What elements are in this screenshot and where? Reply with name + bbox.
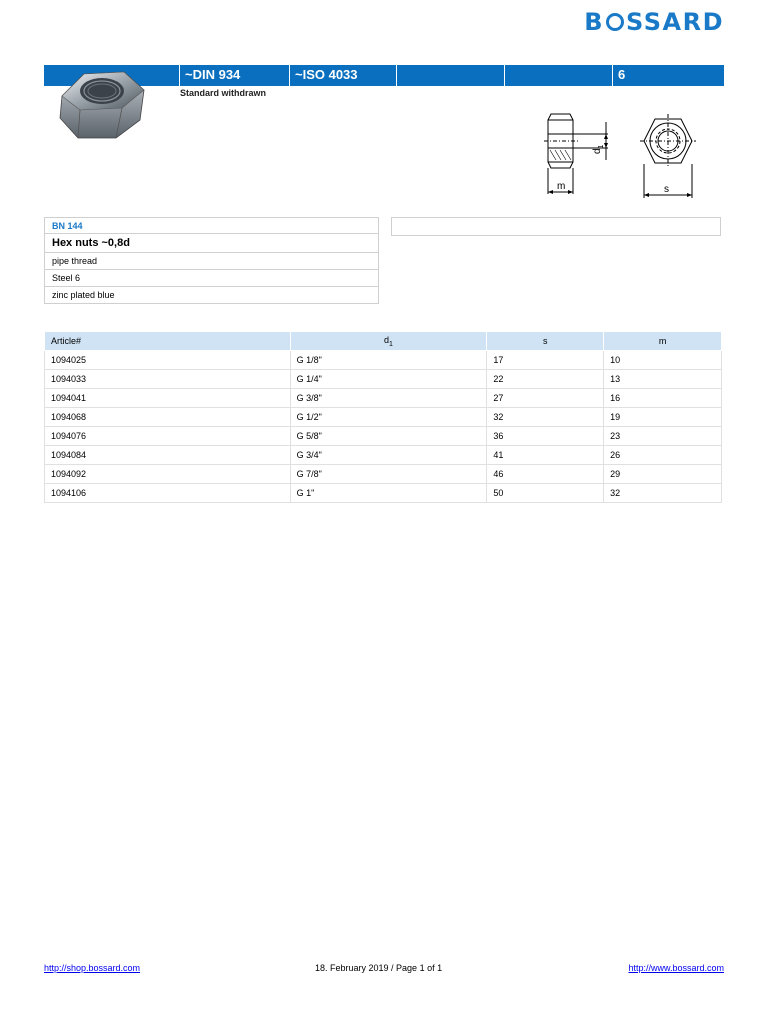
thread-size: G 3/8"	[290, 389, 487, 408]
standard-withdrawn-note: Standard withdrawn	[180, 88, 267, 98]
table-row	[45, 465, 722, 484]
col-header-d1: $d_1$	[290, 332, 487, 351]
din-standard: ~DIN 934	[179, 65, 289, 86]
width-across-flats: 41	[487, 446, 604, 465]
table-row	[45, 370, 722, 389]
hex-nut-photo	[54, 62, 150, 144]
table-row	[45, 351, 722, 370]
table-row	[45, 389, 722, 408]
thread-size: G 1"	[290, 484, 487, 503]
thread-size: G 5/8"	[290, 427, 487, 446]
nut-height: 32	[604, 484, 722, 503]
date-page-info: 18. February 2019 / Page 1 of 1	[315, 963, 443, 973]
width-across-flats: 27	[487, 389, 604, 408]
width-across-flats: 22	[487, 370, 604, 389]
col-header-s: s	[487, 332, 604, 351]
width-across-flats: 36	[487, 427, 604, 446]
nut-height: 13	[604, 370, 722, 389]
nut-height: 16	[604, 389, 722, 408]
bn-number: BN 144	[44, 217, 379, 234]
width-across-flats: 50	[487, 484, 604, 503]
iso-standard: ~ISO 4033	[289, 65, 396, 86]
width-across-flats: 46	[487, 465, 604, 484]
article-number: 1094068	[45, 408, 291, 427]
col-header-m: m	[604, 332, 722, 351]
website-link[interactable]: http://www.bossard.com	[628, 963, 724, 973]
product-title: Hex nuts ~0,8d	[44, 234, 379, 253]
article-number: 1094041	[45, 389, 291, 408]
header-cell-4	[504, 65, 612, 86]
article-number: 1094092	[45, 465, 291, 484]
nut-height: 26	[604, 446, 722, 465]
surface-finish: zinc plated blue	[44, 287, 379, 304]
thread-size: G 1/2"	[290, 408, 487, 427]
thread-size: G 3/4"	[290, 446, 487, 465]
table-row	[45, 427, 722, 446]
logo-o-ring-icon	[606, 13, 624, 31]
dim-label-m: m	[557, 181, 566, 192]
strength-class: 6	[612, 65, 724, 86]
material: Steel 6	[44, 270, 379, 287]
dim-label-d1: $d_1$	[592, 144, 605, 154]
nut-height: 10	[604, 351, 722, 370]
article-table	[44, 331, 722, 503]
dim-label-s: s	[664, 184, 669, 195]
table-row	[45, 408, 722, 427]
nut-height: 23	[604, 427, 722, 446]
article-number: 1094106	[45, 484, 291, 503]
shop-link[interactable]: http://shop.bossard.com	[44, 963, 141, 973]
article-number: 1094084	[45, 446, 291, 465]
width-across-flats: 32	[487, 408, 604, 427]
thread-size: G 1/4"	[290, 370, 487, 389]
table-row	[45, 484, 722, 503]
nut-height: 29	[604, 465, 722, 484]
thread-size: G 7/8"	[290, 465, 487, 484]
thread-size: G 1/8"	[290, 351, 487, 370]
thread-type: pipe thread	[44, 253, 379, 270]
col-header-article: Article#	[45, 332, 291, 351]
article-number: 1094025	[45, 351, 291, 370]
bossard-logo: B SSARD	[584, 8, 724, 36]
technical-drawing	[536, 104, 722, 200]
article-number: 1094076	[45, 427, 291, 446]
width-across-flats: 17	[487, 351, 604, 370]
header-cell-3	[396, 65, 504, 86]
table-row	[45, 446, 722, 465]
product-info-box	[44, 217, 379, 304]
article-number: 1094033	[45, 370, 291, 389]
empty-info-box	[391, 217, 721, 236]
nut-height: 19	[604, 408, 722, 427]
table-header-row	[45, 332, 722, 351]
